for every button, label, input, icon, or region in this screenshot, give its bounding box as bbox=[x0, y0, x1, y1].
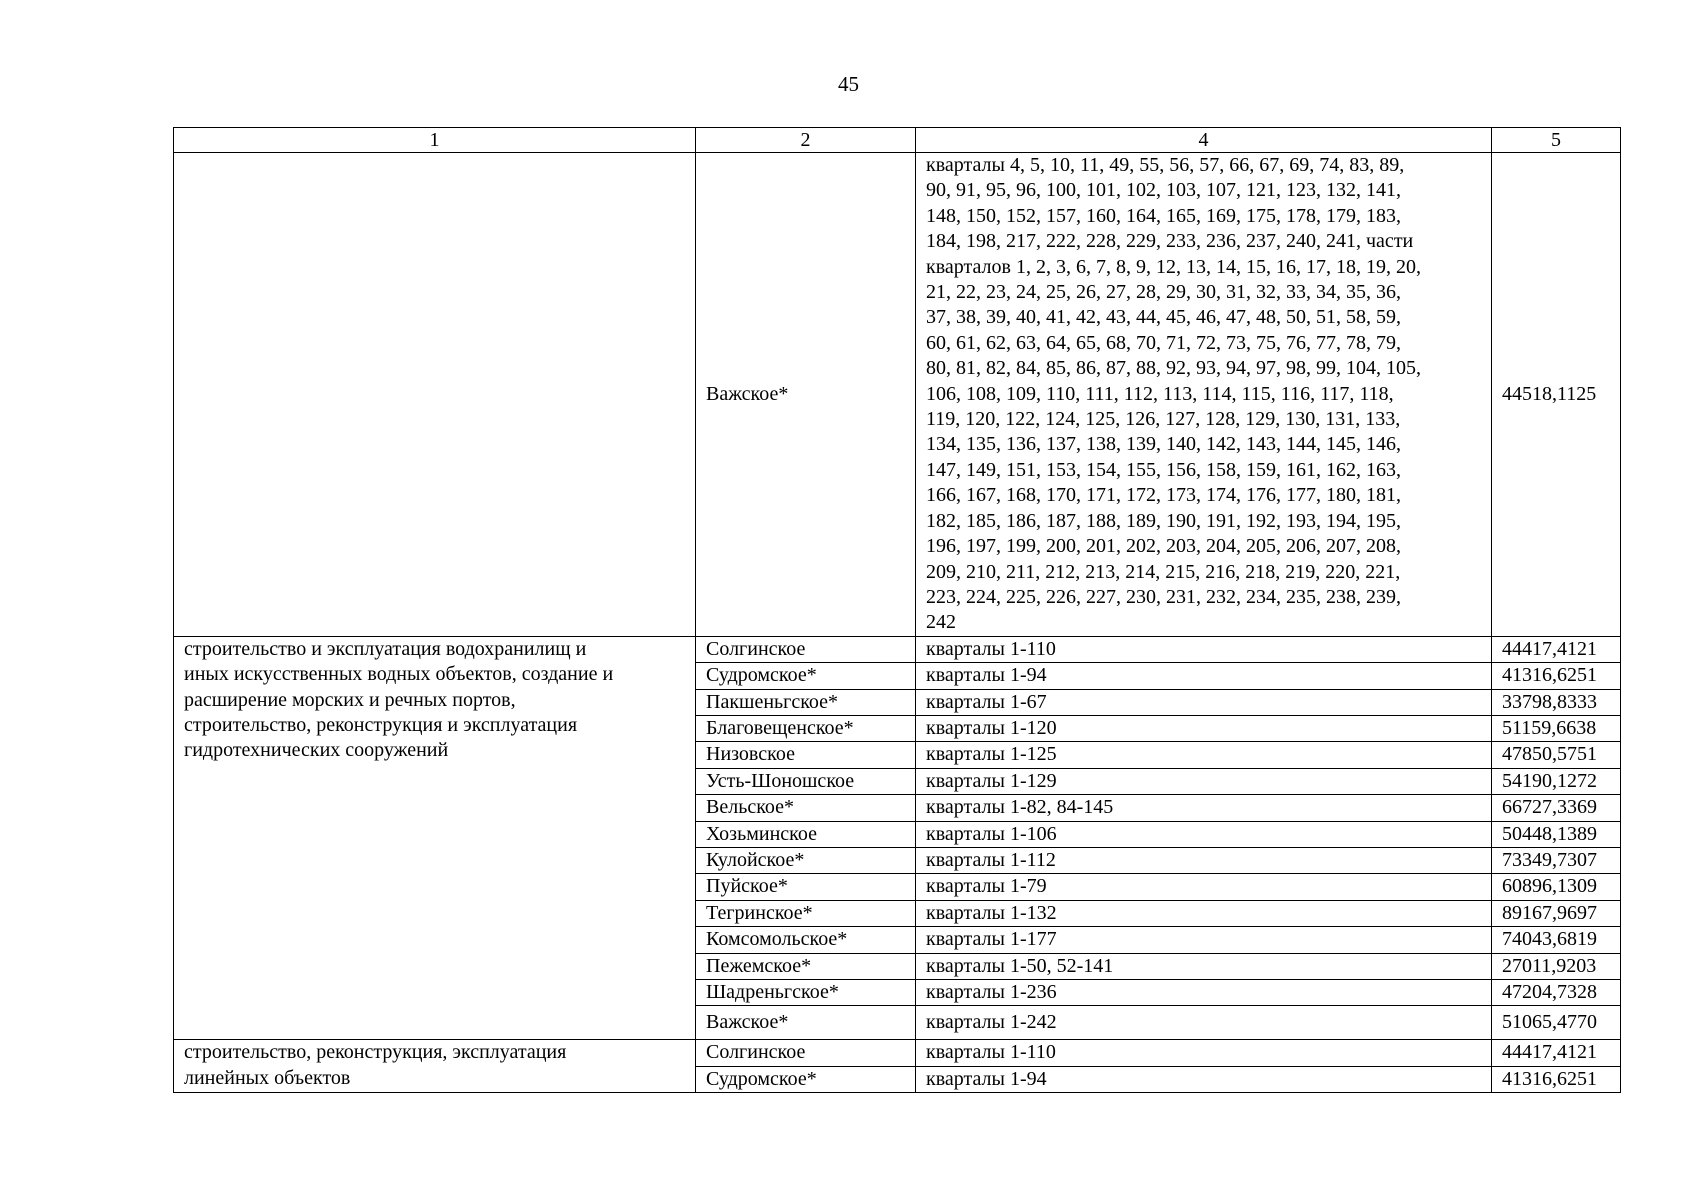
area-cell: 51065,4770 bbox=[1492, 1006, 1621, 1040]
forestry-table bbox=[173, 127, 1621, 1093]
area-cell: 60896,1309 bbox=[1492, 874, 1621, 900]
quarters-line: 148, 150, 152, 157, 160, 164, 165, 169, 175, 178, 179, 183, bbox=[926, 204, 1401, 227]
purpose-line: расширение морских и речных портов, bbox=[184, 688, 516, 711]
quarters-line: 80, 81, 82, 84, 85, 86, 87, 88, 92, 93, 94, 97, 98, 99, 104, 105, bbox=[926, 357, 1421, 380]
quarters-cell: кварталы 1-236 bbox=[916, 980, 1492, 1006]
quarters-cell: кварталы 1-177 bbox=[916, 927, 1492, 953]
quarters-line: 147, 149, 151, 153, 154, 155, 156, 158, 159, 161, 162, 163, bbox=[926, 458, 1401, 481]
area-cell: 66727,3369 bbox=[1492, 795, 1621, 821]
area-cell: 33798,8333 bbox=[1492, 689, 1621, 715]
purpose-line: линейных объектов bbox=[184, 1066, 351, 1089]
quarters-cell: кварталы 1-110 bbox=[916, 636, 1492, 662]
quarters-line: 242 bbox=[926, 611, 956, 634]
quarters-cell: кварталы 1-242 bbox=[916, 1006, 1492, 1040]
forestry-cell: Кулойское* bbox=[696, 847, 916, 873]
area-cell: 54190,1272 bbox=[1492, 768, 1621, 794]
quarters-cell: кварталы 1-132 bbox=[916, 900, 1492, 926]
forestry-cell: Хозьминское bbox=[696, 821, 916, 847]
table-header bbox=[174, 128, 1621, 153]
header-col-5: 5 bbox=[1492, 128, 1621, 153]
quarters-line: кварталов 1, 2, 3, 6, 7, 8, 9, 12, 13, 14, 15, 16, 17, 18, 19, 20, bbox=[926, 255, 1421, 278]
area-cell: 44518,1125 bbox=[1492, 153, 1621, 637]
forestry-cell: Судромское* bbox=[696, 1066, 916, 1092]
forestry-cell: Усть-Шоношское bbox=[696, 768, 916, 794]
forestry-cell: Важское* bbox=[696, 153, 916, 637]
purpose-line: иных искусственных водных объектов, создание и bbox=[184, 663, 614, 686]
quarters-cell: кварталы 1-106 bbox=[916, 821, 1492, 847]
quarters-line: 119, 120, 122, 124, 125, 126, 127, 128, 129, 130, 131, 133, bbox=[926, 408, 1401, 431]
table-row bbox=[174, 153, 1621, 637]
quarters-line: 182, 185, 186, 187, 188, 189, 190, 191, 192, 193, 194, 195, bbox=[926, 509, 1401, 532]
quarters-line: 37, 38, 39, 40, 41, 42, 43, 44, 45, 46, 47, 48, 50, 51, 58, 59, bbox=[926, 306, 1401, 329]
header-col-1: 1 bbox=[174, 128, 696, 153]
quarters-line: кварталы 4, 5, 10, 11, 49, 55, 56, 57, 66, 67, 69, 74, 83, 89, bbox=[926, 154, 1405, 176]
quarters-line: 90, 91, 95, 96, 100, 101, 102, 103, 107, 121, 123, 132, 141, bbox=[926, 179, 1401, 202]
quarters-cell bbox=[916, 153, 1492, 637]
quarters-line: 166, 167, 168, 170, 171, 172, 173, 174, 176, 177, 180, 181, bbox=[926, 484, 1401, 507]
quarters-cell: кварталы 1-82, 84-145 bbox=[916, 795, 1492, 821]
quarters-cell: кварталы 1-94 bbox=[916, 1066, 1492, 1092]
purpose-cell bbox=[174, 1040, 696, 1093]
purpose-line: строительство, реконструкция, эксплуатация bbox=[184, 1041, 567, 1064]
area-cell: 73349,7307 bbox=[1492, 847, 1621, 873]
quarters-cell: кварталы 1-50, 52-141 bbox=[916, 953, 1492, 979]
purpose-line: гидротехнических сооружений bbox=[184, 739, 449, 762]
area-cell: 89167,9697 bbox=[1492, 900, 1621, 926]
quarters-cell: кварталы 1-125 bbox=[916, 742, 1492, 768]
forestry-cell: Судромское* bbox=[696, 663, 916, 689]
area-cell: 74043,6819 bbox=[1492, 927, 1621, 953]
forestry-cell: Солгинское bbox=[696, 1040, 916, 1066]
table-body bbox=[174, 153, 1621, 1093]
quarters-cell: кварталы 1-79 bbox=[916, 874, 1492, 900]
area-cell: 51159,6638 bbox=[1492, 715, 1621, 741]
quarters-cell: кварталы 1-129 bbox=[916, 768, 1492, 794]
quarters-line: 106, 108, 109, 110, 111, 112, 113, 114, 115, 116, 117, 118, bbox=[926, 382, 1394, 405]
quarters-line: 134, 135, 136, 137, 138, 139, 140, 142, 143, 144, 145, 146, bbox=[926, 433, 1401, 456]
forestry-cell: Шадреньгское* bbox=[696, 980, 916, 1006]
area-cell: 47204,7328 bbox=[1492, 980, 1621, 1006]
quarters-cell: кварталы 1-67 bbox=[916, 689, 1492, 715]
purpose-line: строительство, реконструкция и эксплуатация bbox=[184, 713, 578, 736]
area-cell: 44417,4121 bbox=[1492, 636, 1621, 662]
forestry-cell: Солгинское bbox=[696, 636, 916, 662]
quarters-cell: кварталы 1-110 bbox=[916, 1040, 1492, 1066]
quarters-cell: кварталы 1-112 bbox=[916, 847, 1492, 873]
purpose-line: строительство и эксплуатация водохранилищ и bbox=[184, 637, 587, 660]
quarters-cell: кварталы 1-94 bbox=[916, 663, 1492, 689]
area-cell: 41316,6251 bbox=[1492, 663, 1621, 689]
quarters-line: 223, 224, 225, 226, 227, 230, 231, 232, 234, 235, 238, 239, bbox=[926, 585, 1401, 608]
forestry-cell: Пакшеньгское* bbox=[696, 689, 916, 715]
forestry-cell: Тегринское* bbox=[696, 900, 916, 926]
area-cell: 44417,4121 bbox=[1492, 1040, 1621, 1066]
purpose-cell bbox=[174, 636, 696, 1040]
forestry-cell: Пуйское* bbox=[696, 874, 916, 900]
header-col-2: 2 bbox=[696, 128, 916, 153]
area-cell: 41316,6251 bbox=[1492, 1066, 1621, 1092]
quarters-line: 184, 198, 217, 222, 228, 229, 233, 236, 237, 240, 241, части bbox=[926, 230, 1414, 253]
table-row bbox=[174, 1040, 1621, 1066]
forestry-cell: Пежемское* bbox=[696, 953, 916, 979]
forestry-cell: Благовещенское* bbox=[696, 715, 916, 741]
quarters-line: 196, 197, 199, 200, 201, 202, 203, 204, 205, 206, 207, 208, bbox=[926, 535, 1401, 558]
quarters-line: 21, 22, 23, 24, 25, 26, 27, 28, 29, 30, 31, 32, 33, 34, 35, 36, bbox=[926, 281, 1401, 304]
area-cell: 47850,5751 bbox=[1492, 742, 1621, 768]
area-cell: 27011,9203 bbox=[1492, 953, 1621, 979]
header-col-4: 4 bbox=[916, 128, 1492, 153]
header-row bbox=[174, 128, 1621, 153]
quarters-line: 60, 61, 62, 63, 64, 65, 68, 70, 71, 72, 73, 75, 76, 77, 78, 79, bbox=[926, 331, 1401, 354]
page-number: 45 bbox=[838, 72, 859, 96]
forestry-cell: Комсомольское* bbox=[696, 927, 916, 953]
table-row bbox=[174, 636, 1621, 662]
forestry-cell: Вельское* bbox=[696, 795, 916, 821]
purpose-cell bbox=[174, 153, 696, 637]
quarters-cell: кварталы 1-120 bbox=[916, 715, 1492, 741]
forestry-cell: Важское* bbox=[696, 1006, 916, 1040]
forestry-cell: Низовское bbox=[696, 742, 916, 768]
quarters-line: 209, 210, 211, 212, 213, 214, 215, 216, 218, 219, 220, 221, bbox=[926, 560, 1401, 583]
area-cell: 50448,1389 bbox=[1492, 821, 1621, 847]
